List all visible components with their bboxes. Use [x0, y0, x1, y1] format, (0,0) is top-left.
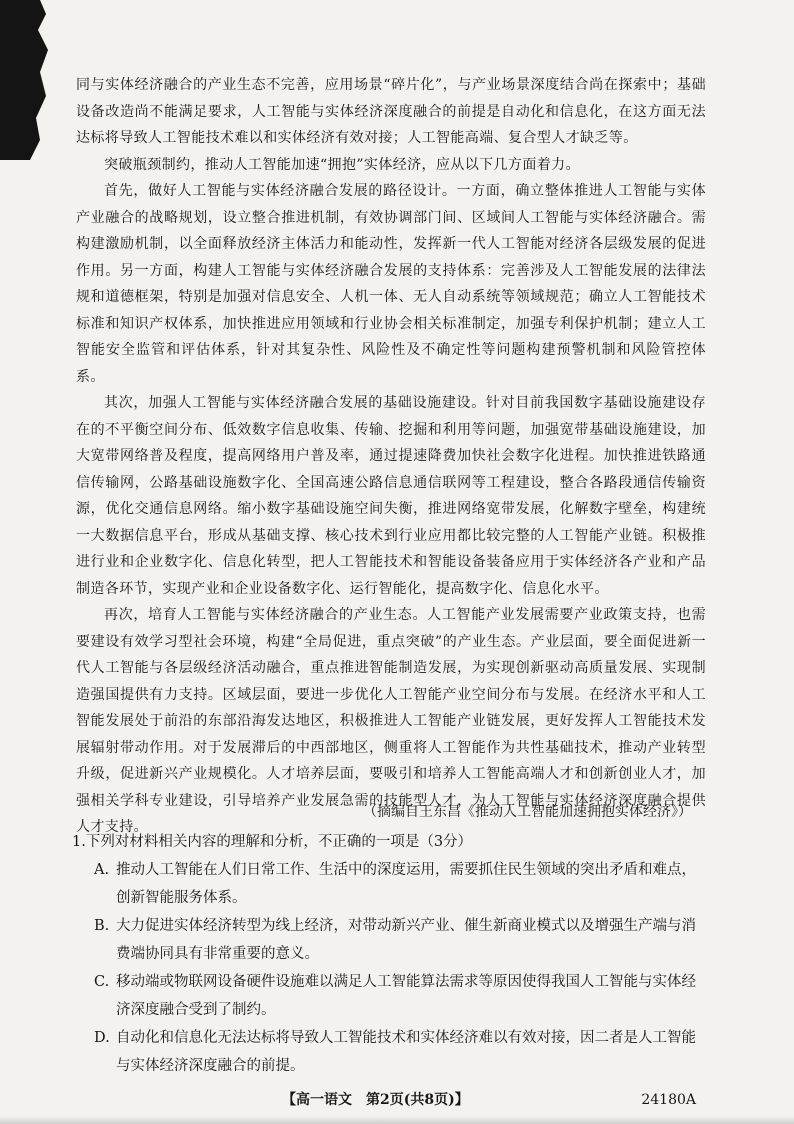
passage-paragraph-4: 其次，加强人工智能与实体经济融合发展的基础设施建设。针对目前我国数字基础设施建设存在的不平衡空间分布、低效数字信息收集、传输、挖掘和利用等问题，加强宽带基础设施建设，加大宽带网络普及程度，提高网络用户普及率，通过提速降费加快社会数字化进程。加快推进铁路通信传输网，公路基础设施数字化、全国高速公路信息通信联网等工程建设，整合各路段通信传输资源，优化交通信息网络。缩小数字基础设施空间失衡，推进网络宽带发展，化解数字壁垒，构建统一大数据信息平台，形成从基础支撑、核心技术到行业应用都比较完整的人工智能产业链。积极推进行业和企业数字化、信息化转型，把人工智能技术和智能设备装备应用于实体经济各产业和产品制造各环节，实现产业和企业设备数字化、运行智能化，提高数字化、信息化水平。	[76, 395, 706, 597]
option-b	[50, 912, 704, 968]
option-text: 推动人工智能在人们日常工作、生活中的深度运用，需要抓住民生领域的突出矛盾和难点，创新智能服务体系。	[116, 862, 696, 906]
question-stem: 1.下列对材料相关内容的理解和分析，不正确的一项是（3分）	[72, 834, 473, 850]
subject-page-number: 【高一语文 第2页(共8页)】	[282, 1092, 469, 1108]
reading-passage	[76, 72, 706, 841]
option-text: 自动化和信息化无法达标将导致人工智能技术和实体经济难以有效对接，因二者是人工智能与实体经济深度融合的前提。	[116, 1030, 696, 1074]
page-footer	[0, 1088, 794, 1112]
option-letter: D.	[94, 1030, 110, 1046]
exam-code: 24180A	[641, 1092, 696, 1108]
passage-paragraph-1: 同与实体经济融合的产业生态不完善，应用场景“碎片化”，与产业场景深度结合尚在探索中；基础设备改造尚不能满足要求，人工智能与实体经济深度融合的前提是自动化和信息化，在这方面无法达标将导致人工智能技术难以和实体经济有效对接；人工智能高端、复合型人才缺乏等。	[76, 77, 706, 146]
option-c	[50, 968, 704, 1024]
option-a	[50, 856, 704, 912]
option-letter: B.	[94, 918, 110, 934]
source-citation: （摘编自王东昌《推动人工智能加速拥抱实体经济》）	[363, 804, 692, 820]
scan-edge	[0, 1116, 794, 1124]
option-text: 大力促进实体经济转型为线上经济，对带动新兴产业、催生新商业模式以及增强生产端与消费端协同具有非常重要的意义。	[116, 918, 696, 962]
passage-paragraph-2: 突破瓶颈制约，推动人工智能加速“拥抱”实体经济，应从以下几方面着力。	[104, 156, 580, 173]
torn-corner	[0, 0, 64, 160]
passage-paragraph-5: 再次，培育人工智能与实体经济融合的产业生态。人工智能产业发展需要产业政策支持，也需要建设有效学习型社会环境，构建“全局促进，重点突破”的产业生态。产业层面，要全面促进新一代人工智能与各层级经济活动融合，重点推进智能制造发展，为实现创新驱动高质量发展、实现制造强国提供有力支持。区域层面，要进一步优化人工智能产业空间分布与发展。在经济水平和人工智能发展处于前沿的东部沿海发达地区，积极推进人工智能产业链发展，更好发挥人工智能技术发展辐射带动作用。对于发展滞后的中西部地区，侧重将人工智能作为共性基础技术，推动产业转型升级，促进新兴产业规模化。人才培养层面，要吸引和培养人工智能高端人才和创新创业人才，加强相关学科专业建设，引导培养产业发展急需的技能型人才，为人工智能与实体经济深度融合提供人才支持。	[76, 607, 706, 835]
option-text: 移动端或物联网设备硬件设施难以满足人工智能算法需求等原因使得我国人工智能与实体经济深度融合受到了制约。	[116, 974, 696, 1018]
passage-paragraph-3: 首先，做好人工智能与实体经济融合发展的路径设计。一方面，确立整体推进人工智能与实体产业融合的战略规划，设立整合推进机制，有效协调部门间、区域间人工智能与实体经济融合。需构建激励机制，以全面释放经济主体活力和能动性，发挥新一代人工智能对经济各层级发展的促进作用。另一方面，构建人工智能与实体经济融合发展的支持体系：完善涉及人工智能发展的法律法规和道德框架，特别是加强对信息安全、人机一体、无人自动系统等领域规范；确立人工智能技术标准和知识产权体系，加快推进应用领域和行业协会相关标准制定，加强专利保护机制；建立人工智能安全监管和评估体系，针对其复杂性、风险性及不确定性等问题构建预警机制和风险管控体系。	[76, 183, 706, 385]
option-letter: C.	[94, 974, 110, 990]
option-d	[50, 1024, 704, 1080]
question-1	[72, 828, 704, 1080]
option-letter: A.	[94, 862, 110, 878]
